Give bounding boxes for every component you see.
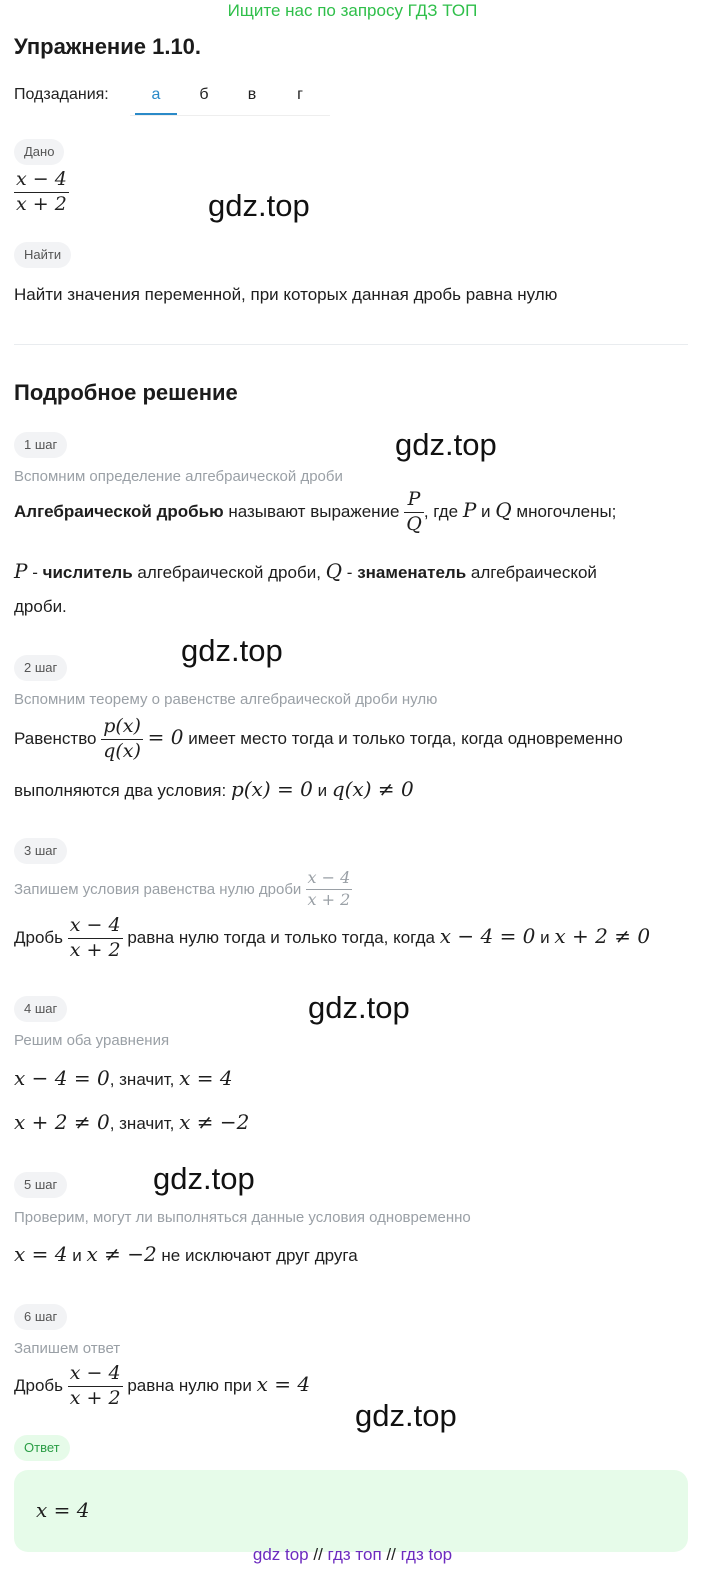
answer-box: [14, 1470, 688, 1552]
math-expr: x − 4 = 0: [14, 1066, 110, 1090]
watermark: gdz.top: [208, 188, 310, 223]
step-2-line-2: [14, 777, 414, 801]
math-expr: x = 4: [14, 1242, 68, 1266]
step-1-line-2: [14, 559, 597, 583]
step-5-text: и: [72, 1246, 82, 1265]
tab-b[interactable]: б: [199, 86, 209, 103]
frac-denominator: Q: [406, 512, 422, 535]
frac-numerator: x − 4: [68, 916, 123, 939]
frac-denominator: x + 2: [69, 1386, 121, 1409]
given-fraction: [14, 170, 69, 215]
step-6-hint: Запишем ответ: [14, 1340, 121, 1357]
term-bold: числитель: [42, 563, 133, 582]
answer-value: [36, 1498, 89, 1522]
step-2-label: 2 шаг: [14, 655, 67, 681]
step-1-text: и: [481, 501, 491, 521]
step-5-hint: Проверим, могут ли выполняться данные условия одновременно: [14, 1209, 471, 1226]
step-2-text: и: [317, 781, 328, 800]
math-expr: x = 4: [36, 1498, 90, 1522]
step-3-hint-text: Запишем условия равенства нулю дроби: [14, 880, 302, 898]
math-expr: x ≠ −2: [179, 1110, 250, 1134]
footer-link-2[interactable]: гдз топ: [327, 1545, 382, 1564]
math-expr: x = 4: [179, 1066, 233, 1090]
step-1-hint: Вспомним определение алгебраической дроби: [14, 468, 343, 485]
step-4-text: , значит,: [109, 1114, 175, 1133]
step-4-line-1: [14, 1066, 233, 1090]
answer-label: Ответ: [14, 1435, 70, 1461]
watermark: gdz.top: [153, 1161, 255, 1196]
math-expr: x + 2 ≠ 0: [554, 923, 651, 948]
frac-numerator: p(x): [101, 717, 143, 740]
find-label: Найти: [14, 242, 71, 268]
given-numerator: x − 4: [14, 170, 69, 193]
frac-denominator: x + 2: [69, 938, 121, 961]
tab-g[interactable]: г: [297, 86, 303, 103]
watermark: gdz.top: [395, 427, 497, 462]
step-2-text: имеет место тогда и только тогда, когда одновременно: [188, 728, 623, 748]
frac-denominator: x + 2: [307, 889, 351, 909]
given-denominator: x + 2: [16, 192, 67, 215]
step-1-label: 1 шаг: [14, 432, 67, 458]
frac-numerator: x − 4: [68, 1364, 123, 1387]
subtasks-label: Подзадания:: [14, 86, 109, 103]
step-4-text: , значит,: [109, 1070, 175, 1089]
top-banner[interactable]: Ищите нас по запросу ГДЗ ТОП: [227, 1, 478, 20]
step-3-line: [14, 916, 650, 961]
footer-separator: //: [386, 1545, 396, 1564]
tab-v[interactable]: в: [247, 86, 257, 103]
step-3-text: Дробь: [14, 927, 64, 947]
step-3-label: 3 шаг: [14, 838, 67, 864]
watermark: gdz.top: [355, 1398, 457, 1433]
step-1-text: -: [346, 563, 353, 582]
footer-links: [0, 1545, 705, 1565]
step-5-line: [14, 1242, 358, 1266]
step-6-line: [14, 1364, 310, 1409]
math-var: Q: [495, 497, 512, 522]
footer-link-3[interactable]: гдз top: [400, 1545, 453, 1564]
step-6-label: 6 шаг: [14, 1304, 67, 1330]
step-2-hint: Вспомним теорему о равенстве алгебраической дроби нулю: [14, 691, 438, 708]
tab-a[interactable]: а: [151, 86, 161, 103]
term-bold: знаменатель: [357, 563, 467, 582]
step-4-label: 4 шаг: [14, 996, 67, 1022]
find-text: Найти значения переменной, при которых данная дробь равна нулю: [14, 285, 558, 304]
step-5-text: не исключают друг друга: [161, 1246, 358, 1265]
step-6-text: Дробь: [14, 1375, 64, 1395]
watermark: gdz.top: [181, 633, 283, 668]
step-1-text: , где: [423, 501, 459, 521]
step-1-line-3: дроби.: [14, 597, 67, 616]
term-bold: Алгебраической дробью: [14, 501, 224, 521]
math-var: Q: [325, 559, 343, 583]
step-2-text: выполняются два условия:: [14, 781, 227, 800]
math-expr: x ≠ −2: [86, 1242, 157, 1266]
math-var: P: [14, 559, 28, 583]
math-expr: x − 4 = 0: [439, 923, 536, 948]
frac-numerator: x − 4: [306, 870, 353, 890]
math-expr: x = 4: [256, 1371, 311, 1396]
step-4-line-2: [14, 1110, 249, 1134]
given-label: Дано: [14, 139, 64, 165]
solution-title: Подробное решение: [14, 380, 238, 405]
footer-link-1[interactable]: gdz top: [252, 1545, 309, 1564]
step-3-hint: [14, 870, 352, 909]
step-5-label: 5 шаг: [14, 1172, 67, 1198]
math-expr: q(x) ≠ 0: [331, 777, 414, 801]
step-1-text: алгебраической: [470, 563, 597, 582]
step-4-hint: Решим оба уравнения: [14, 1032, 170, 1049]
tabs-divider: [130, 115, 330, 116]
footer-separator: //: [313, 1545, 323, 1564]
step-1-text: называют выражение: [228, 501, 400, 521]
math-expr: x + 2 ≠ 0: [14, 1110, 110, 1134]
step-1-text: -: [32, 563, 38, 582]
step-1-text: многочлены;: [516, 501, 617, 521]
math-var: P: [462, 497, 477, 522]
step-3-text: равна нулю тогда и только тогда, когда: [127, 927, 435, 947]
frac-denominator: q(x): [103, 739, 141, 762]
step-1-text: алгебраической дроби,: [137, 563, 321, 582]
active-tab-indicator: [135, 113, 177, 115]
step-1-line-1: [14, 490, 616, 535]
step-2-text: Равенство: [14, 728, 97, 748]
step-2-line-1: [14, 717, 623, 762]
step-3-text: и: [540, 927, 550, 947]
watermark: gdz.top: [308, 990, 410, 1025]
frac-numerator: P: [404, 490, 424, 513]
step-6-text: равна нулю при: [127, 1375, 252, 1395]
math-expr: p(x) = 0: [230, 777, 313, 801]
math-expr: = 0: [147, 724, 184, 749]
section-divider: [14, 344, 688, 345]
page-title: Упражнение 1.10.: [14, 34, 202, 59]
